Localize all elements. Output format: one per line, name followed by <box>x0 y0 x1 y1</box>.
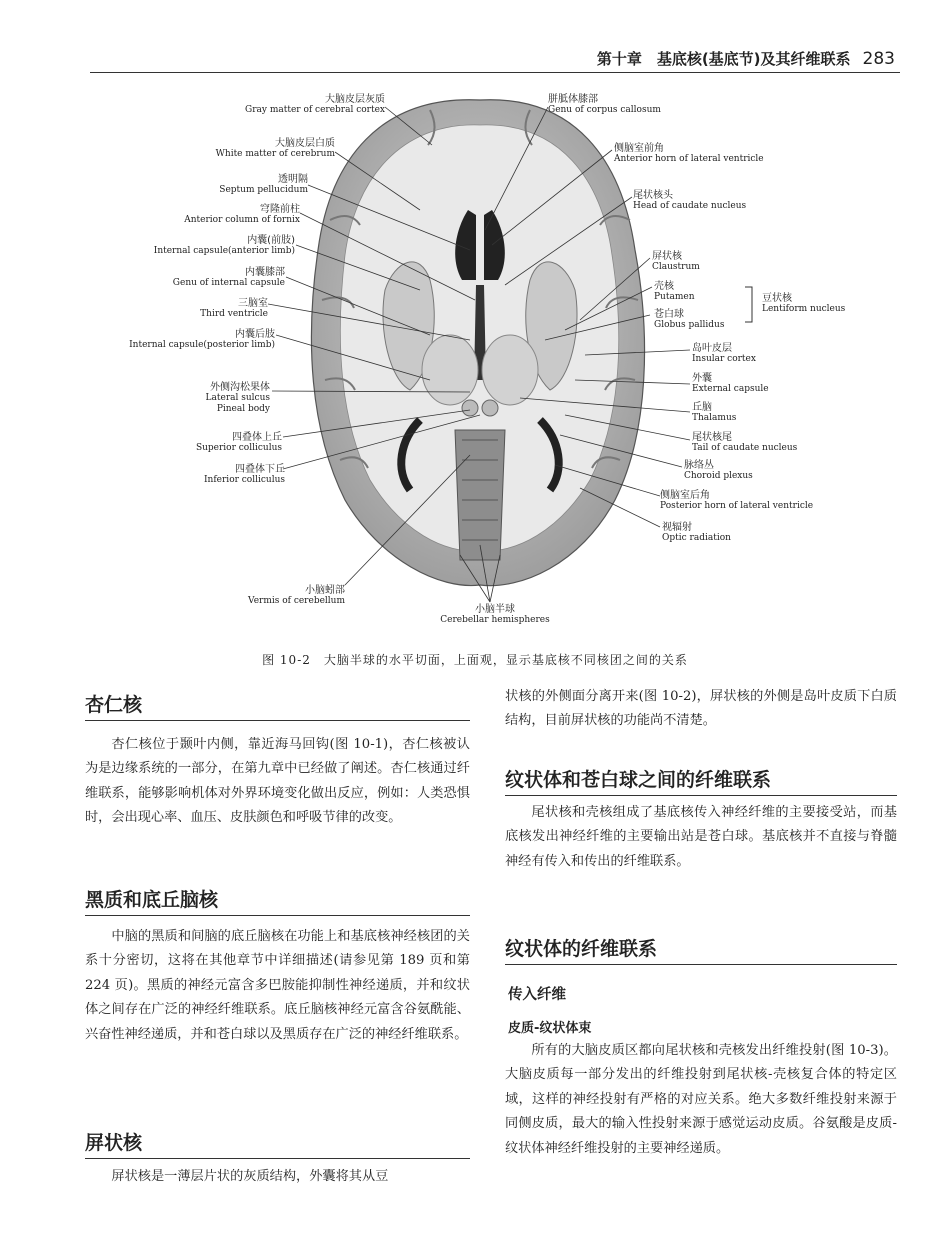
label-lateral-sulcus-pineal: 外侧沟松果体 Lateral sulcus Pineal body <box>205 382 270 414</box>
paragraph-claustrum: 屏状核是一薄层片状的灰质结构，外囊将其从豆 <box>111 1169 389 1184</box>
section-title-amygdala: 杏仁核 <box>85 690 470 721</box>
label-gray-matter: 大脑皮层灰质 Gray matter of cerebral cortex <box>245 94 385 115</box>
label-optic-radiation: 视辐射 Optic radiation <box>662 522 731 543</box>
label-globus-pallidus: 苍白球 Globus pallidus <box>654 309 725 330</box>
brain-section-illustration <box>0 80 950 650</box>
label-anterior-horn: 侧脑室前角 Anterior horn of lateral ventricle <box>614 143 764 164</box>
label-cerebellar-hemispheres: 小脑半球 Cerebellar hemispheres <box>440 604 550 625</box>
label-vermis: 小脑蚓部 Vermis of cerebellum <box>248 585 345 606</box>
label-lentiform-nucleus: 豆状核 Lentiform nucleus <box>762 293 846 314</box>
section-title-claustrum: 屏状核 <box>85 1128 470 1159</box>
label-choroid-plexus: 脉络丛 Choroid plexus <box>684 460 753 481</box>
label-internal-capsule-anterior: 内囊(前肢) Internal capsule(anterior limb) <box>153 235 295 256</box>
label-claustrum: 屏状核 Claustrum <box>652 251 700 272</box>
label-internal-capsule-posterior: 内囊后肢 Internal capsule(posterior limb) <box>129 329 275 350</box>
label-external-capsule: 外囊 External capsule <box>692 373 769 394</box>
running-header <box>515 48 895 69</box>
label-white-matter: 大脑皮层白质 White matter of cerebrum <box>215 138 335 159</box>
label-septum-pellucidum: 透明隔 Septum pellucidum <box>219 174 308 195</box>
label-superior-colliculus: 四叠体上丘 Superior colliculus <box>195 432 282 453</box>
page-number: 283 <box>862 49 895 69</box>
section-title-substantia-nigra: 黑质和底丘脑核 <box>85 885 470 916</box>
label-fornix: 穹隆前柱 Anterior column of fornix <box>184 204 300 225</box>
paragraph-striatum-pallidum: 尾状核和壳核组成了基底核传入神经纤维的主要接受站，而基底核发出神经纤维的主要输出站是苍白球。基底核并不直接与脊髓神经有传入和传出的纤维联系。 <box>505 805 897 869</box>
label-tail-caudate: 尾状核尾 Tail of caudate nucleus <box>692 432 798 453</box>
label-posterior-horn: 侧脑室后角 Posterior horn of lateral ventricle <box>660 490 814 511</box>
figure-caption: 图 10-2 大脑半球的水平切面，上面观，显示基底核不同核团之间的关系 <box>262 653 688 667</box>
section-title-striatum-pallidum: 纹状体和苍白球之间的纤维联系 <box>505 765 897 796</box>
header-title: 第十章 基底核(基底节)及其纤维联系 <box>596 50 851 68</box>
label-head-caudate: 尾状核头 Head of caudate nucleus <box>633 190 747 211</box>
paragraph-substantia-nigra: 中脑的黑质和间脑的底丘脑核在功能上和基底核神经核团的关系十分密切，这将在其他章节中详细描述(请参见第 189 页和第 224 页)。黑质的神经元富含多巴胺能抑制性神经递质，并和纹状体之间存在广泛的神经纤维联系。底丘脑核神经元富含谷氨酰能、兴奋性神经递质，并和苍白球以及黑质存在广泛的神经纤维联系。 <box>85 929 470 1042</box>
label-inferior-colliculus: 四叠体下丘 Inferior colliculus <box>204 464 285 485</box>
section-title-striatum-connections: 纹状体的纤维联系 <box>505 934 897 965</box>
paragraph-claustrum-continued: 状核的外侧面分离开来(图 10-2)，屏状核的外侧是岛叶皮质下白质结构，目前屏状核的功能尚不清楚。 <box>505 689 897 729</box>
label-genu-internal-capsule: 内囊膝部 Genu of internal capsule <box>172 267 285 288</box>
label-putamen: 壳核 Putamen <box>654 281 695 302</box>
paragraph-corticostriate: 所有的大脑皮质区都向尾状核和壳核发出纤维投射(图 10-3)。大脑皮质每一部分发出的纤维投射到尾状核-壳核复合体的特定区域，这样的神经投射有严格的对应关系。绝大多数纤维投射来源于同侧皮质，最大的输入性投射来源于感觉运动皮质。谷氨酸是皮质-纹状体神经纤维投射的主要神经递质。 <box>505 1043 897 1156</box>
label-thalamus: 丘脑 Thalamus <box>692 402 737 423</box>
label-third-ventricle: 三脑室 Third ventricle <box>200 298 268 319</box>
label-genu-corpus-callosum: 胼胝体膝部 Genu of corpus callosum <box>548 94 661 115</box>
subsection-title-afferent: 传入纤维 <box>508 987 566 1003</box>
label-insular-cortex: 岛叶皮层 Insular cortex <box>692 343 756 364</box>
header-rule <box>90 72 900 73</box>
paragraph-amygdala: 杏仁核位于颞叶内侧，靠近海马回钩(图 10-1)，杏仁核被认为是边缘系统的一部分，在第九章中已经做了阐述。杏仁核通过纤维联系，能够影响机体对外界环境变化做出反应，例如：人类恐惧时，会出现心率、血压、皮肤颜色和呼吸节律的改变。 <box>85 737 470 826</box>
subsubsection-title-corticostriate: 皮质-纹状体束 <box>508 1021 592 1036</box>
